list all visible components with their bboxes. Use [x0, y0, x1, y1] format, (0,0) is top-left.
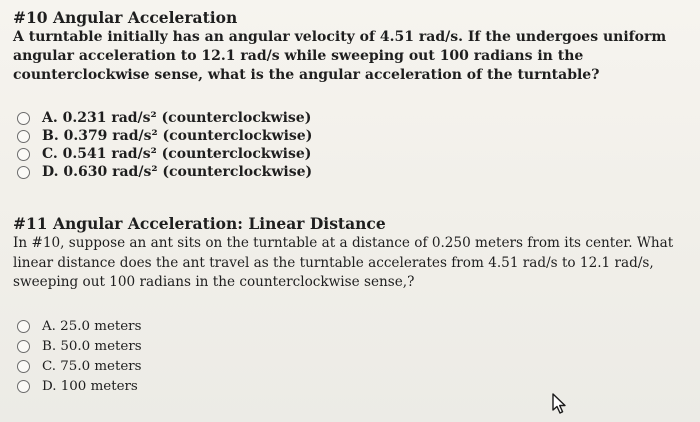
question-11-title: #11 Angular Acceleration: Linear Distance — [13, 214, 386, 233]
question-10-option-d[interactable] — [17, 163, 693, 181]
question-10 — [13, 8, 693, 181]
option-label: D. 0.630 rad/s² (counterclockwise) — [42, 164, 313, 180]
radio-button[interactable] — [17, 148, 30, 161]
question-10-text: A turntable initially has an angular velocity of 4.51 rad/s. If the undergoes uniform angular acceleration to 12.1 rad/s while sweeping out 100 radians in the counterclockwise sense, what is the angular acceleration of the turntable? — [13, 29, 667, 83]
option-label: A. 0.231 rad/s² (counterclockwise) — [42, 110, 312, 126]
question-10-title: #10 Angular Acceleration — [13, 8, 238, 27]
radio-button[interactable] — [17, 166, 30, 179]
question-11-option-a[interactable] — [17, 317, 693, 337]
radio-button[interactable] — [17, 340, 30, 353]
radio-button[interactable] — [17, 112, 30, 125]
question-10-option-b[interactable] — [17, 127, 693, 145]
question-10-option-c[interactable] — [17, 145, 693, 163]
question-11-options — [17, 317, 693, 397]
radio-button[interactable] — [17, 360, 30, 373]
option-label: C. 0.541 rad/s² (counterclockwise) — [42, 146, 312, 162]
option-label: A. 25.0 meters — [42, 318, 142, 334]
question-11 — [13, 214, 693, 397]
option-label: D. 100 meters — [42, 378, 138, 394]
question-11-option-b[interactable] — [17, 337, 693, 357]
option-label: B. 50.0 meters — [42, 338, 142, 354]
mouse-pointer-icon — [551, 393, 569, 415]
radio-button[interactable] — [17, 320, 30, 333]
radio-button[interactable] — [17, 380, 30, 393]
question-11-option-d[interactable] — [17, 377, 693, 397]
question-11-option-c[interactable] — [17, 357, 693, 377]
option-label: C. 75.0 meters — [42, 358, 142, 374]
question-10-option-a[interactable] — [17, 109, 693, 127]
option-label: B. 0.379 rad/s² (counterclockwise) — [42, 128, 313, 144]
question-11-text: In #10, suppose an ant sits on the turntable at a distance of 0.250 meters from its center. What linear distance does the ant travel as the turntable accelerates from 4.51 rad/s to 12.1 rad/s, sweeping out 100 radians in the counterclockwise sense,? — [13, 235, 674, 290]
question-10-options — [17, 109, 693, 181]
radio-button[interactable] — [17, 130, 30, 143]
